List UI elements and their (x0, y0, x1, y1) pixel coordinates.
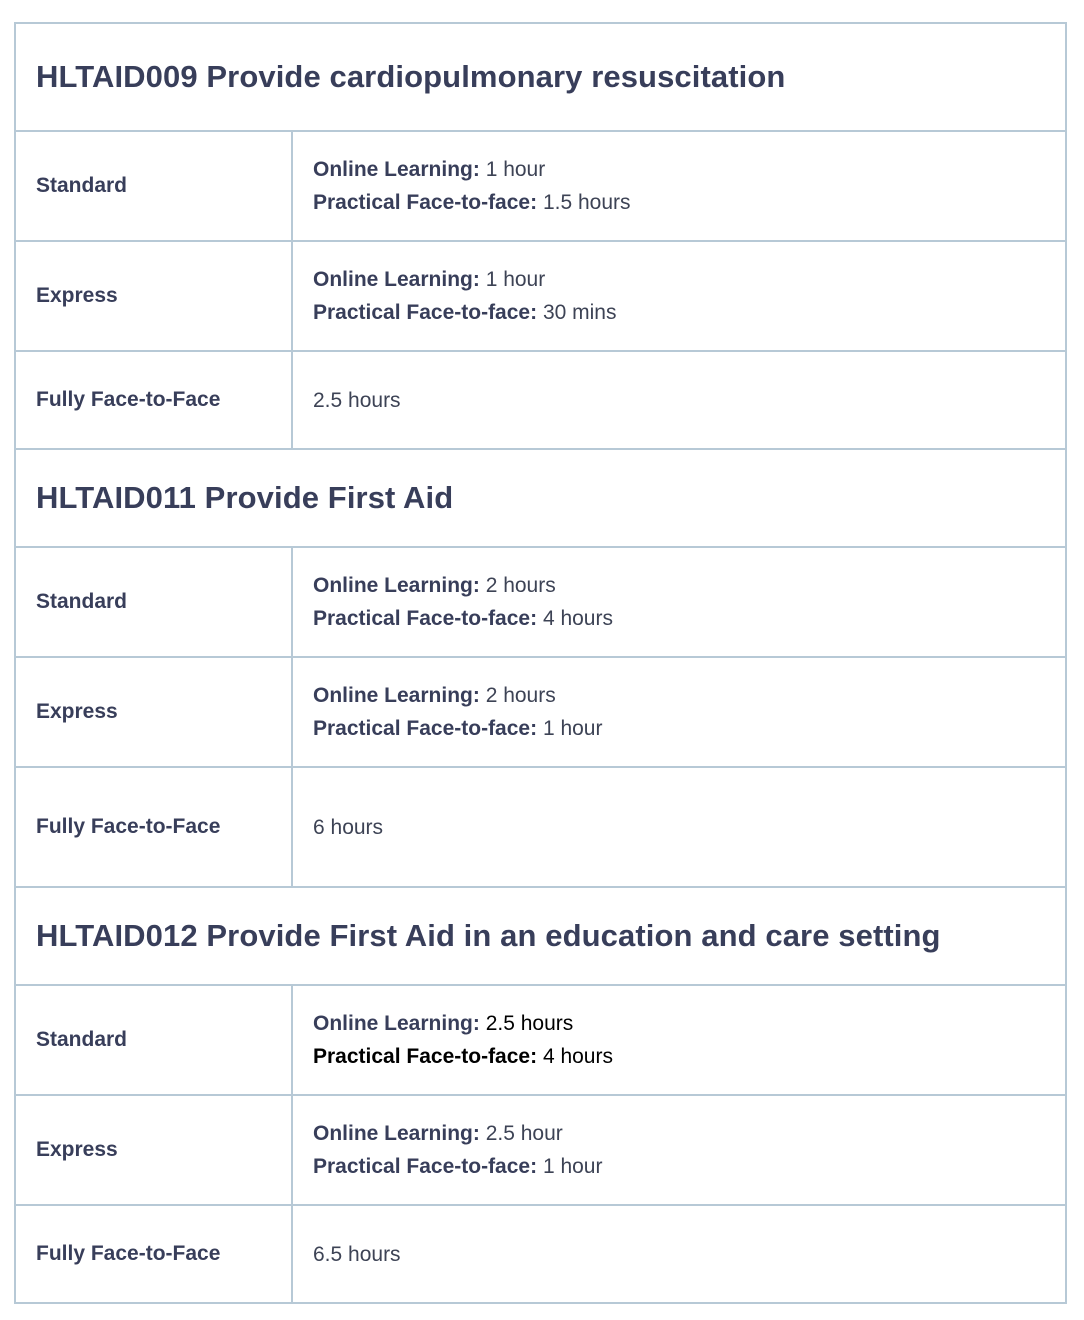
row-detail (292, 1095, 1066, 1205)
table-row (15, 351, 1066, 449)
row-label: Standard (15, 131, 292, 241)
table-row (15, 241, 1066, 351)
section-title: HLTAID009 Provide cardiopulmonary resuscitation (15, 23, 1066, 131)
practical-line: Practical Face-to-face: 30 mins (313, 301, 617, 324)
practical-line: Practical Face-to-face: 1 hour (313, 1155, 603, 1178)
online-learning-line: Online Learning: 1 hour (313, 158, 546, 181)
row-detail (292, 657, 1066, 767)
row-detail: 6.5 hours (292, 1205, 1066, 1303)
row-label: Express (15, 657, 292, 767)
row-label: Fully Face-to-Face (15, 1205, 292, 1303)
online-learning-line: Online Learning: 2 hours (313, 574, 556, 597)
online-learning-line: Online Learning: 1 hour (313, 268, 546, 291)
practical-line: Practical Face-to-face: 4 hours (313, 1045, 613, 1068)
section-title: HLTAID012 Provide First Aid in an education and care setting (15, 887, 1066, 985)
row-detail (292, 131, 1066, 241)
online-learning-line: Online Learning: 2.5 hours (313, 1012, 574, 1035)
row-label: Fully Face-to-Face (15, 767, 292, 887)
table-row (15, 547, 1066, 657)
course-duration-table (14, 22, 1067, 1304)
row-detail (292, 985, 1066, 1095)
row-label: Standard (15, 985, 292, 1095)
table-row (15, 767, 1066, 887)
row-detail (292, 241, 1066, 351)
practical-line: Practical Face-to-face: 1.5 hours (313, 191, 631, 214)
row-detail (292, 547, 1066, 657)
section-header-row (15, 887, 1066, 985)
section-header-row (15, 23, 1066, 131)
row-label: Express (15, 1095, 292, 1205)
table-row (15, 131, 1066, 241)
online-learning-line: Online Learning: 2.5 hour (313, 1122, 563, 1145)
row-label: Express (15, 241, 292, 351)
row-detail: 2.5 hours (292, 351, 1066, 449)
row-label: Standard (15, 547, 292, 657)
practical-line: Practical Face-to-face: 1 hour (313, 717, 603, 740)
practical-line: Practical Face-to-face: 4 hours (313, 607, 613, 630)
table-row (15, 1095, 1066, 1205)
table-row (15, 1205, 1066, 1303)
online-learning-line: Online Learning: 2 hours (313, 684, 556, 707)
section-header-row (15, 449, 1066, 547)
section-title: HLTAID011 Provide First Aid (15, 449, 1066, 547)
table-row (15, 985, 1066, 1095)
row-detail: 6 hours (292, 767, 1066, 887)
row-label: Fully Face-to-Face (15, 351, 292, 449)
table-row (15, 657, 1066, 767)
